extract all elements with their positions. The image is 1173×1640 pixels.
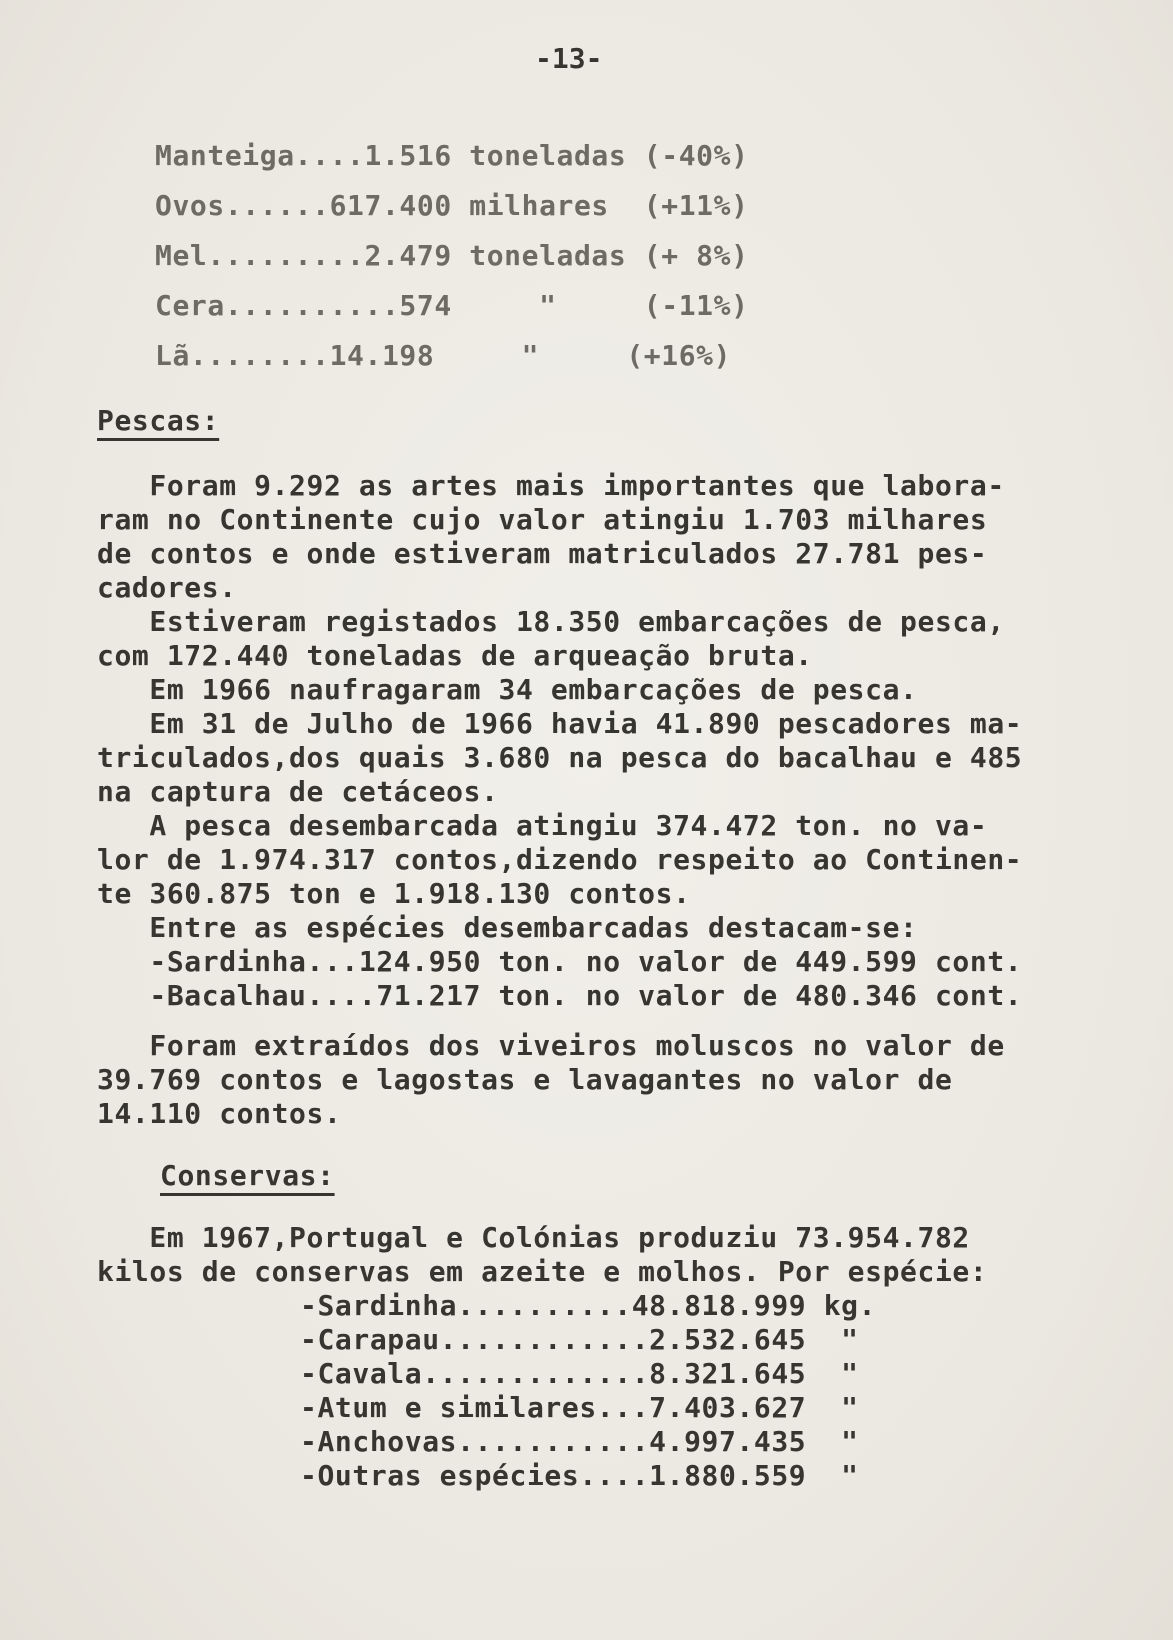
pescas-line: te 360.875 ton e 1.918.130 contos. <box>97 877 691 910</box>
production-row-cera: Cera..........574 " (-11%) <box>155 289 749 322</box>
conservas-item-cavala: -Cavala.............8.321.645 " <box>300 1357 859 1390</box>
conservas-item-outras: -Outras espécies....1.880.559 " <box>300 1459 859 1492</box>
pescas-line: ram no Continente cujo valor atingiu 1.703 milhares <box>97 503 988 536</box>
production-row-la: Lã........14.198 " (+16%) <box>155 339 732 372</box>
conservas-item-carapau: -Carapau............2.532.645 " <box>300 1323 859 1356</box>
conservas-intro-line: Em 1967,Portugal e Colónias produziu 73.954.782 <box>97 1221 970 1254</box>
conservas-item-atum: -Atum e similares...7.403.627 " <box>300 1391 859 1424</box>
conservas-item-anchovas: -Anchovas...........4.997.435 " <box>300 1425 859 1458</box>
conservas-item-sardinha: -Sardinha..........48.818.999 kg. <box>300 1289 877 1322</box>
pescas-line: triculados,dos quais 3.680 na pesca do bacalhau e 485 <box>97 741 1023 774</box>
pescas-line: Em 31 de Julho de 1966 havia 41.890 pescadores ma- <box>97 707 1023 740</box>
viveiros-line: 39.769 contos e lagostas e lavagantes no valor de <box>97 1063 953 1096</box>
pescas-line: Estiveram registados 18.350 embarcações de pesca, <box>97 605 1005 638</box>
production-row-mel: Mel.........2.479 toneladas (+ 8%) <box>155 239 749 272</box>
conservas-heading: Conservas: <box>160 1159 335 1192</box>
pescas-line: cadores. <box>97 571 237 604</box>
pescas-line: -Sardinha...124.950 ton. no valor de 449.599 cont. <box>97 945 1023 978</box>
production-row-manteiga: Manteiga....1.516 toneladas (-40%) <box>155 139 749 172</box>
pescas-line: -Bacalhau....71.217 ton. no valor de 480.346 cont. <box>97 979 1023 1012</box>
pescas-line: com 172.440 toneladas de arqueação bruta. <box>97 639 813 672</box>
page-number: -13- <box>535 42 603 75</box>
pescas-heading: Pescas: <box>97 404 220 437</box>
viveiros-line: 14.110 contos. <box>97 1097 342 1130</box>
pescas-line: Entre as espécies desembarcadas destacam-se: <box>97 911 918 944</box>
pescas-line: lor de 1.974.317 contos,dizendo respeito ao Continen- <box>97 843 1023 876</box>
pescas-line: de contos e onde estiveram matriculados 27.781 pes- <box>97 537 988 570</box>
pescas-line: A pesca desembarcada atingiu 374.472 ton. no va- <box>97 809 988 842</box>
pescas-line: Foram 9.292 as artes mais importantes que labora- <box>97 469 1005 502</box>
pescas-line: Em 1966 naufragaram 34 embarcações de pesca. <box>97 673 918 706</box>
viveiros-line: Foram extraídos dos viveiros moluscos no valor de <box>97 1029 1005 1062</box>
conservas-intro-line: kilos de conservas em azeite e molhos. Por espécie: <box>97 1255 988 1288</box>
pescas-line: na captura de cetáceos. <box>97 775 499 808</box>
production-row-ovos: Ovos......617.400 milhares (+11%) <box>155 189 749 222</box>
